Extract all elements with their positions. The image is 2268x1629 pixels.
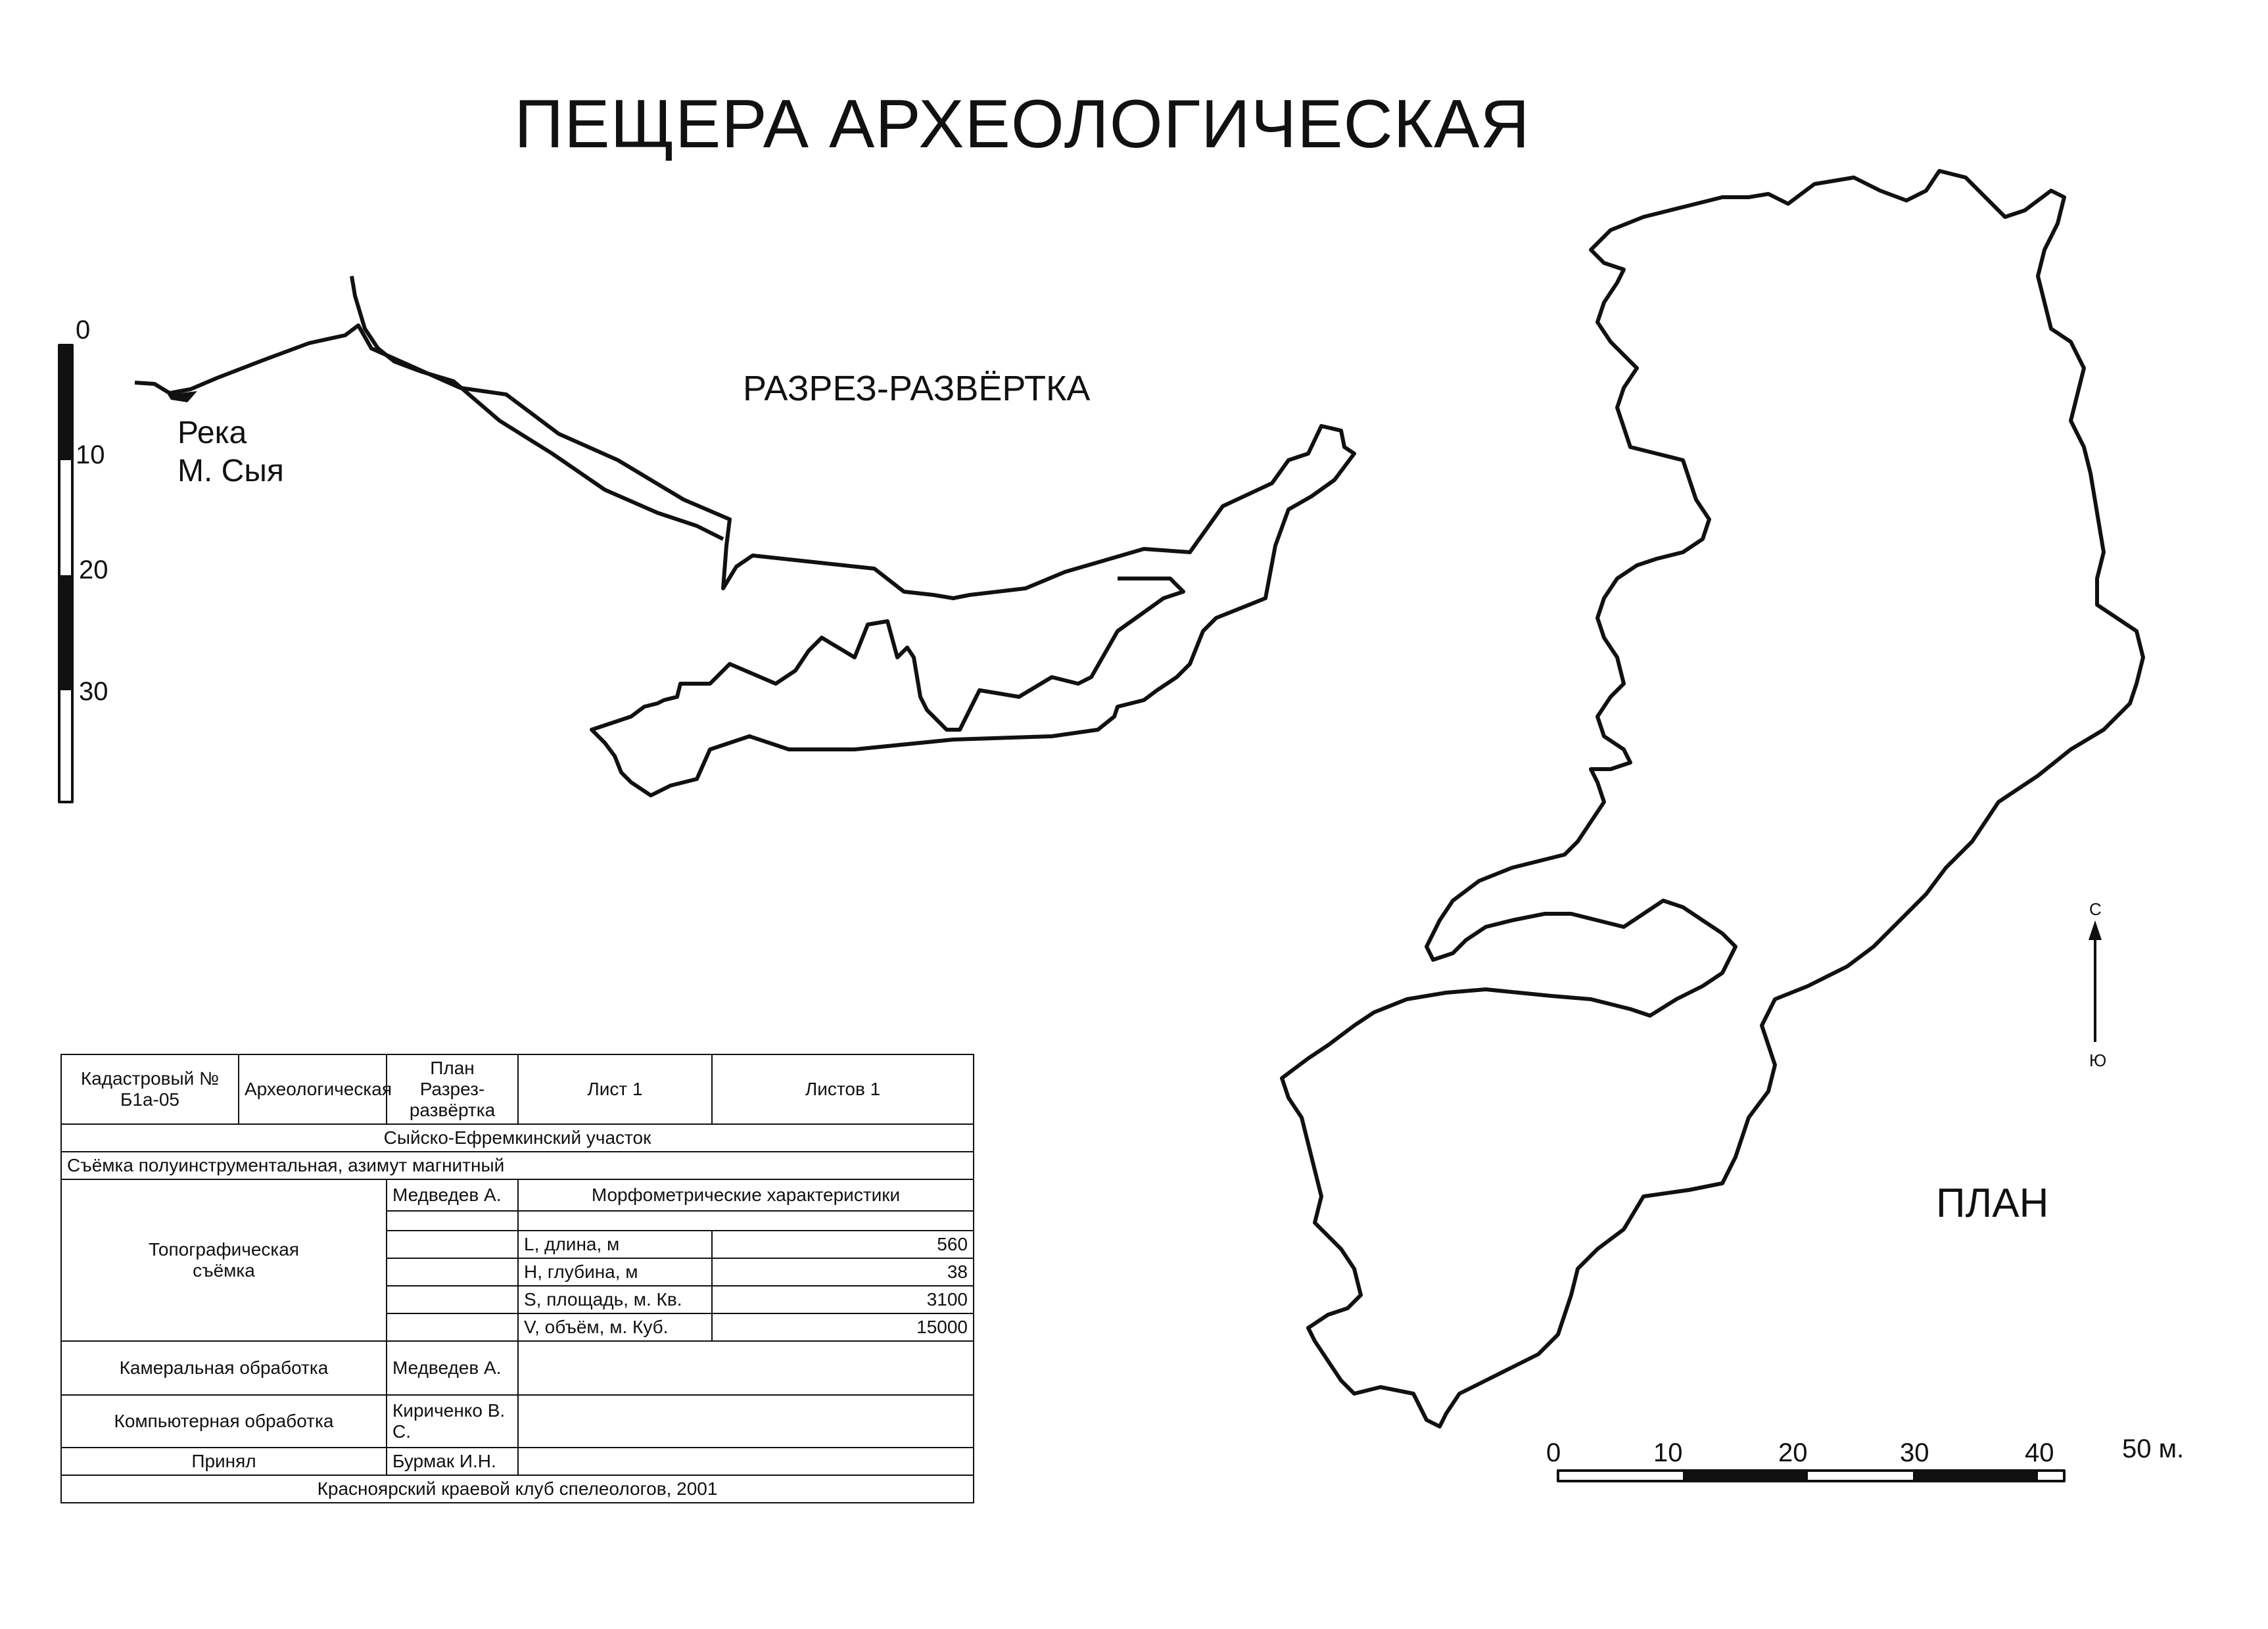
vertical-scale-tick: 20: [79, 555, 108, 584]
info-table: [60, 1054, 974, 1503]
morph-value: 38: [712, 1258, 974, 1286]
compass-north-label: С: [2089, 899, 2102, 919]
club-cell: Красноярский краевой клуб спелеологов, 2001: [61, 1475, 974, 1503]
morph-header-cell: Морфометрические характеристики: [518, 1179, 974, 1211]
morph-value: 15000: [712, 1313, 974, 1341]
vertical-scale-tick: 30: [79, 677, 108, 706]
morph-label: L, длина, м: [518, 1231, 712, 1258]
horizontal-scale-tick: 30: [1900, 1438, 1929, 1467]
topo-person-cell: Медведев А.: [387, 1179, 518, 1211]
morph-label: S, площадь, м. Кв.: [518, 1286, 712, 1313]
river-label-line1: Река: [177, 415, 247, 450]
morph-value: 3100: [712, 1286, 974, 1313]
accepted-person-cell: Бурмак И.Н.: [387, 1448, 518, 1475]
cameral-person-cell: Медведев А.: [387, 1341, 518, 1395]
cadastral-cell: Кадастровый № Б1а-05: [61, 1054, 239, 1124]
morph-value: 560: [712, 1231, 974, 1258]
computer-person-cell: Кириченко В. С.: [387, 1395, 518, 1448]
accepted-label-cell: Принял: [61, 1448, 387, 1475]
horizontal-scale-end-label: 50 м.: [2122, 1434, 2185, 1463]
horizontal-scale-tick: 10: [1653, 1438, 1683, 1467]
vertical-scale-tick: 0: [76, 316, 91, 344]
section-entrance: [352, 276, 723, 539]
plan-title: ПЛАН: [1936, 1181, 2049, 1226]
cave-name-cell: Археологическая: [239, 1054, 387, 1124]
plan-outline: [1282, 171, 2143, 1427]
drawing-type-cell: План Разрез-развёртка: [387, 1054, 518, 1124]
morph-label: H, глубина, м: [518, 1258, 712, 1286]
compass-arrowhead: [2089, 920, 2102, 940]
sheets-cell: Листов 1: [712, 1054, 974, 1124]
page-title: ПЕЩЕРА АРХЕОЛОГИЧЕСКАЯ: [514, 86, 1530, 162]
horizontal-scale-tick: 20: [1778, 1438, 1808, 1467]
cameral-label-cell: Камеральная обработка: [61, 1341, 387, 1395]
river-label: [177, 414, 284, 490]
topo-label-cell: Топографическая съёмка: [61, 1179, 387, 1341]
section-title: РАЗРЕЗ-РАЗВЁРТКА: [743, 369, 1091, 408]
computer-label-cell: Компьютерная обработка: [61, 1395, 387, 1448]
survey-cell: Съёмка полуинструментальная, азимут магнитный: [61, 1152, 974, 1179]
morph-label: V, объём, м. Куб.: [518, 1313, 712, 1341]
compass-south-label: Ю: [2089, 1051, 2107, 1070]
vertical-scale-tick: 10: [76, 440, 105, 469]
sheet-cell: Лист 1: [518, 1054, 712, 1124]
river-label-line2: М. Сыя: [177, 454, 284, 488]
horizontal-scale-tick: 40: [2025, 1438, 2054, 1467]
horizontal-scale-tick: 0: [1546, 1438, 1561, 1467]
area-cell: Сыйско-Ефремкинский участок: [61, 1124, 974, 1152]
